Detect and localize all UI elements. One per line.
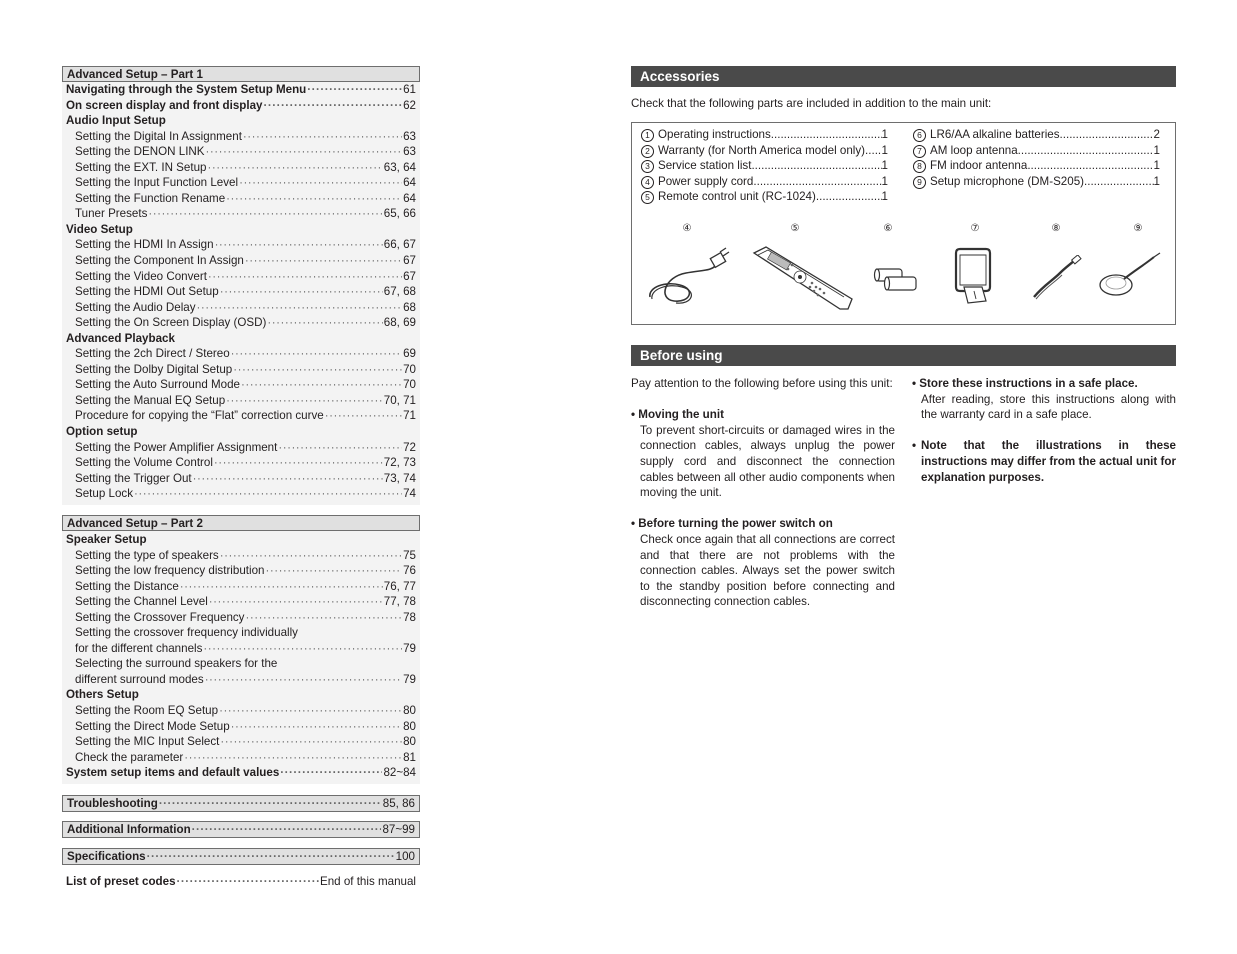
toc-entry[interactable] <box>66 284 416 300</box>
leader-dots <box>184 750 402 766</box>
toc-page: 77, 78 <box>383 595 416 609</box>
accessory-label: ④ <box>682 223 692 234</box>
leader-dots <box>220 734 402 750</box>
toc-page: 72, 73 <box>383 456 416 470</box>
toc-page: 70 <box>403 362 416 376</box>
toc-page: 87~99 <box>382 823 415 836</box>
toc-entry[interactable] <box>66 175 416 191</box>
leader-dots <box>208 269 402 285</box>
toc-title: Setting the Input Function Level <box>75 176 239 190</box>
item-number-badge: 8 <box>913 160 926 173</box>
leader-dots <box>148 206 382 222</box>
toc-entry[interactable] <box>66 300 416 316</box>
toc-title: different surround modes <box>75 672 204 686</box>
toc-group-heading: Audio Input Setup <box>66 114 166 128</box>
toc-title: Setting the low frequency distribution <box>75 564 265 578</box>
leader-dots <box>241 377 402 393</box>
toc-title: Setting the Crossover Frequency <box>75 610 245 624</box>
accessories-list-right <box>912 127 1160 189</box>
toc-page: 80 <box>403 719 416 733</box>
toc-entry[interactable] <box>66 440 416 456</box>
accessory-quantity: 1 <box>1153 159 1160 173</box>
additional-information-box[interactable] <box>62 821 420 838</box>
toc-page: 80 <box>403 735 416 749</box>
accessory-item <box>912 158 1160 174</box>
toc-entry[interactable] <box>66 269 416 285</box>
accessory-name: Warranty (for North America model only) <box>658 143 866 157</box>
toc-page: 79 <box>403 641 416 655</box>
toc-title: Setting the HDMI Out Setup <box>75 285 219 299</box>
leader-dots <box>220 548 402 564</box>
toc-title: Specifications <box>67 850 146 863</box>
toc-group-heading: Speaker Setup <box>66 533 147 546</box>
toc-page: 68 <box>403 300 416 314</box>
leader-dots <box>134 486 402 502</box>
leader-dots <box>267 315 382 331</box>
toc-title: Troubleshooting <box>67 797 158 810</box>
toc-title: Check the parameter <box>75 750 184 764</box>
leader-dots <box>206 144 403 160</box>
toc-group-heading: Video Setup <box>66 222 133 236</box>
leader-dots <box>203 641 402 657</box>
accessories-section <box>631 66 1176 110</box>
leader-dots <box>307 82 402 98</box>
toc-page: 82~84 <box>383 766 416 780</box>
before-using-left-column <box>631 376 895 610</box>
accessory-quantity: 1 <box>881 143 888 157</box>
toc-entry[interactable] <box>66 206 416 222</box>
leader-dots <box>197 300 403 316</box>
toc-page: 79 <box>403 672 416 686</box>
leader-dots <box>243 129 402 145</box>
toc-title: Setting the EXT. IN Setup <box>75 160 207 174</box>
toc-entry[interactable] <box>66 579 416 595</box>
store-instructions-body: After reading, store this instructions along with the warranty card in a safe place. <box>921 392 1176 422</box>
accessory-quantity: 1 <box>1153 174 1160 188</box>
accessory-item <box>640 174 888 190</box>
before-using-right-column <box>912 376 1176 485</box>
toc-title: Setting the Room EQ Setup <box>75 704 219 718</box>
toc-page: 67, 68 <box>383 285 416 299</box>
leader-dots <box>239 175 402 191</box>
toc-page: 70 <box>403 378 416 392</box>
toc-page: 66, 67 <box>383 238 416 252</box>
toc-title: Setting the On Screen Display (OSD) <box>75 316 267 330</box>
toc-title: Setting the Power Amplifier Assignment <box>75 440 278 454</box>
item-number-badge: 6 <box>913 129 926 142</box>
leader-dots <box>209 594 383 610</box>
accessory-name: FM indoor antenna <box>930 159 1028 173</box>
leader-dots <box>205 672 402 688</box>
power-cord-icon <box>646 247 730 307</box>
leader-dots <box>245 253 402 269</box>
store-instructions-title: Store these instructions in a safe place. <box>919 377 1138 390</box>
toc-page: 67 <box>403 269 416 283</box>
leader-dots <box>278 440 402 456</box>
accessories-list-left <box>640 127 888 205</box>
accessory-quantity: 1 <box>881 159 888 173</box>
toc-entry[interactable] <box>66 346 416 362</box>
accessories-box <box>631 122 1176 325</box>
toc-title: Setting the Volume Control <box>75 456 213 470</box>
toc-title: Setting the Direct Mode Setup <box>75 719 230 733</box>
leader-dots <box>325 408 402 424</box>
toc-title: Setting the HDMI In Assign <box>75 238 214 252</box>
toc-page: 64 <box>403 176 416 190</box>
toc-page: 100 <box>395 850 415 863</box>
toc-page: 81 <box>403 750 416 764</box>
toc-page: 71 <box>403 409 416 423</box>
toc-column <box>62 66 420 505</box>
troubleshooting-box[interactable] <box>62 795 420 812</box>
fm-indoor-antenna-icon <box>1030 255 1082 301</box>
toc-entry[interactable] <box>66 672 416 688</box>
accessory-name: Operating instructions <box>658 128 771 141</box>
item-number-badge: 7 <box>913 145 926 158</box>
toc-title: Setting the Audio Delay <box>75 300 196 314</box>
toc-page: 69 <box>403 347 416 361</box>
toc-entry[interactable] <box>66 548 416 564</box>
accessory-name: Service station list <box>658 159 752 173</box>
toc-page: 70, 71 <box>383 393 416 407</box>
item-number-badge: 9 <box>913 176 926 189</box>
toc-page: 68, 69 <box>383 316 416 330</box>
leader-dots <box>280 765 382 781</box>
toc-page: 76 <box>403 564 416 578</box>
toc-title: Setting the Function Rename <box>75 191 226 205</box>
toc-entry[interactable] <box>66 253 416 269</box>
accessory-name: AM loop antenna <box>930 143 1018 157</box>
toc-entry[interactable] <box>66 82 416 98</box>
leader-dots <box>219 703 402 719</box>
toc-entry[interactable] <box>66 315 416 331</box>
leader-dots <box>220 284 383 300</box>
toc-column-part2 <box>62 515 420 784</box>
leader-dots <box>265 563 402 579</box>
toc-page: 75 <box>403 548 416 562</box>
illustration-note-text: Note that the illustrations in these instructions may differ from the actual unit for explanation purposes. <box>921 439 1176 484</box>
accessory-label: ⑦ <box>970 223 980 234</box>
toc-page: 63 <box>403 129 416 143</box>
toc-page: 74 <box>403 487 416 501</box>
before-using-title: Before using <box>631 345 1176 366</box>
leader-dots <box>264 98 403 114</box>
accessory-name: Power supply cord <box>658 174 754 188</box>
accessory-quantity: 1 <box>1153 143 1160 157</box>
toc-entry[interactable] <box>66 237 416 253</box>
leader-dots <box>233 362 402 378</box>
toc-title: Setting the type of speakers <box>75 548 219 562</box>
toc-entry[interactable] <box>66 719 416 735</box>
remote-control-icon <box>748 243 856 313</box>
part2-header: Advanced Setup – Part 2 <box>62 515 420 531</box>
toc-entry[interactable] <box>66 610 416 626</box>
accessory-item <box>912 174 1160 190</box>
leader-dots <box>207 160 382 176</box>
accessory-item <box>640 127 888 143</box>
accessory-label: ⑧ <box>1051 223 1061 234</box>
toc-entry[interactable] <box>66 471 416 487</box>
item-number-badge: 5 <box>641 191 654 204</box>
toc-group-heading: Option setup <box>66 425 138 439</box>
accessory-quantity: 2 <box>1153 128 1160 141</box>
toc-title: Setting the DENON LINK <box>75 145 205 159</box>
illustration-note: • Note that the illustrations in these instructions may differ from the actual unit for explanation purposes. <box>912 439 1176 484</box>
leader-dots <box>180 579 383 595</box>
toc-page: 72 <box>403 440 416 454</box>
accessory-item <box>912 143 1160 159</box>
specifications-box[interactable] <box>62 848 420 865</box>
toc-title: System setup items and default values <box>66 766 280 780</box>
leader-dots <box>231 346 402 362</box>
accessory-item <box>640 158 888 174</box>
accessory-item <box>640 189 888 205</box>
leader-dots <box>214 455 383 471</box>
toc-entry[interactable] <box>66 129 416 145</box>
toc-title: Setting the Channel Level <box>75 595 208 609</box>
accessory-quantity: 1 <box>881 128 888 141</box>
preset-codes-entry[interactable] <box>62 874 420 890</box>
toc-title: Setting the Manual EQ Setup <box>75 393 226 407</box>
before-using-section <box>631 345 1176 366</box>
part2-list <box>62 531 420 784</box>
toc-entry[interactable] <box>66 734 416 750</box>
am-loop-antenna-icon <box>950 247 996 305</box>
accessory-quantity: 1 <box>881 190 888 204</box>
toc-entry-line: Setting the crossover frequency individually <box>75 626 298 640</box>
leader-dots <box>226 191 402 207</box>
toc-title: Navigating through the System Setup Menu <box>66 83 307 96</box>
toc-group-heading: Advanced Playback <box>66 331 175 345</box>
toc-page: End of this manual <box>319 875 416 888</box>
setup-microphone-icon <box>1098 251 1162 299</box>
toc-page: 64 <box>403 191 416 205</box>
toc-entry[interactable] <box>66 408 416 424</box>
toc-entry[interactable] <box>66 750 416 766</box>
power-switch-body: Check once again that all connections are correct and that there are not problems with the connection cables. Always set the power switch to the standby position before connecting and disconnecting connection cables. <box>640 532 895 609</box>
toc-entry[interactable] <box>66 486 416 502</box>
toc-title: Procedure for copying the “Flat” correction curve <box>75 409 324 423</box>
toc-title: Setting the 2ch Direct / Stereo <box>75 347 230 361</box>
toc-entry[interactable] <box>66 703 416 719</box>
toc-page: 80 <box>403 704 416 718</box>
toc-entry[interactable] <box>66 160 416 176</box>
toc-entry[interactable] <box>66 377 416 393</box>
accessory-quantity: 1 <box>881 174 888 188</box>
accessory-name: LR6/AA alkaline batteries <box>930 128 1060 141</box>
accessories-title: Accessories <box>631 66 1176 87</box>
power-switch-title: Before turning the power switch on <box>638 517 833 531</box>
toc-title: On screen display and front display <box>66 98 263 112</box>
toc-title: Tuner Presets <box>75 207 148 221</box>
toc-entry[interactable] <box>66 765 416 781</box>
part1-list <box>62 82 420 505</box>
toc-group-heading: Others Setup <box>66 688 139 702</box>
toc-entry[interactable] <box>66 144 416 160</box>
accessory-name: Setup microphone (DM-S205) <box>930 174 1085 188</box>
toc-page: 63 <box>403 145 416 159</box>
toc-title: Setting the Distance <box>75 579 179 593</box>
accessory-label: ⑤ <box>790 223 800 234</box>
power-switch-heading: • Before turning the power switch on <box>631 517 833 531</box>
toc-page: 76, 77 <box>383 579 416 593</box>
leader-dots <box>226 393 383 409</box>
toc-entry[interactable] <box>66 455 416 471</box>
store-instructions-heading: • Store these instructions in a safe place. <box>912 377 1138 390</box>
toc-page: 62 <box>403 98 416 112</box>
toc-page: 85, 86 <box>382 797 415 810</box>
accessories-intro: Check that the following parts are included in addition to the main unit: <box>631 97 992 110</box>
toc-page: 78 <box>403 610 416 624</box>
toc-page: 61 <box>403 83 416 96</box>
toc-entry[interactable] <box>66 563 416 579</box>
toc-title: Additional Information <box>67 823 191 836</box>
moving-unit-body: To prevent short-circuits or damaged wires in the connection cables, always unplug the power supply cord and disconnect the connection cables between all other audio components when moving the unit. <box>640 423 895 500</box>
moving-unit-title: Moving the unit <box>638 408 724 422</box>
toc-page: 65, 66 <box>383 207 416 221</box>
leader-dots <box>231 719 402 735</box>
item-number-badge: 4 <box>641 176 654 189</box>
toc-entry[interactable] <box>66 594 416 610</box>
accessory-label: ⑨ <box>1133 223 1143 234</box>
toc-title: Setup Lock <box>75 487 134 501</box>
toc-title: Setting the Dolby Digital Setup <box>75 362 233 376</box>
toc-title: for the different channels <box>75 641 203 655</box>
toc-title: List of preset codes <box>66 875 176 888</box>
toc-page: 67 <box>403 254 416 268</box>
toc-entry[interactable] <box>66 98 416 114</box>
toc-title: Setting the Video Convert <box>75 269 207 283</box>
toc-page: 63, 64 <box>383 160 416 174</box>
toc-title: Setting the MIC Input Select <box>75 735 220 749</box>
moving-unit-heading: • Moving the unit <box>631 408 724 422</box>
item-number-badge: 1 <box>641 129 654 142</box>
toc-title: Setting the Trigger Out <box>75 471 192 485</box>
batteries-icon <box>872 265 922 295</box>
item-number-badge: 2 <box>641 145 654 158</box>
toc-entry[interactable] <box>66 641 416 657</box>
toc-title: Setting the Digital In Assignment <box>75 129 242 143</box>
item-number-badge: 3 <box>641 160 654 173</box>
before-using-intro: Pay attention to the following before using this unit: <box>631 377 893 390</box>
accessory-item <box>640 143 888 159</box>
leader-dots <box>215 237 383 253</box>
toc-title: Setting the Auto Surround Mode <box>75 378 241 392</box>
accessory-item <box>912 127 1160 143</box>
leader-dots <box>193 471 383 487</box>
toc-entry[interactable] <box>66 362 416 378</box>
accessory-name: Remote control unit (RC-1024) <box>658 190 816 204</box>
toc-entry[interactable] <box>66 393 416 409</box>
part1-header: Advanced Setup – Part 1 <box>62 66 420 82</box>
accessory-label: ⑥ <box>883 223 893 234</box>
toc-entry-line: Selecting the surround speakers for the <box>75 657 278 671</box>
toc-page: 73, 74 <box>383 471 416 485</box>
toc-entry[interactable] <box>66 191 416 207</box>
leader-dots <box>245 610 402 626</box>
toc-title: Setting the Component In Assign <box>75 254 244 268</box>
